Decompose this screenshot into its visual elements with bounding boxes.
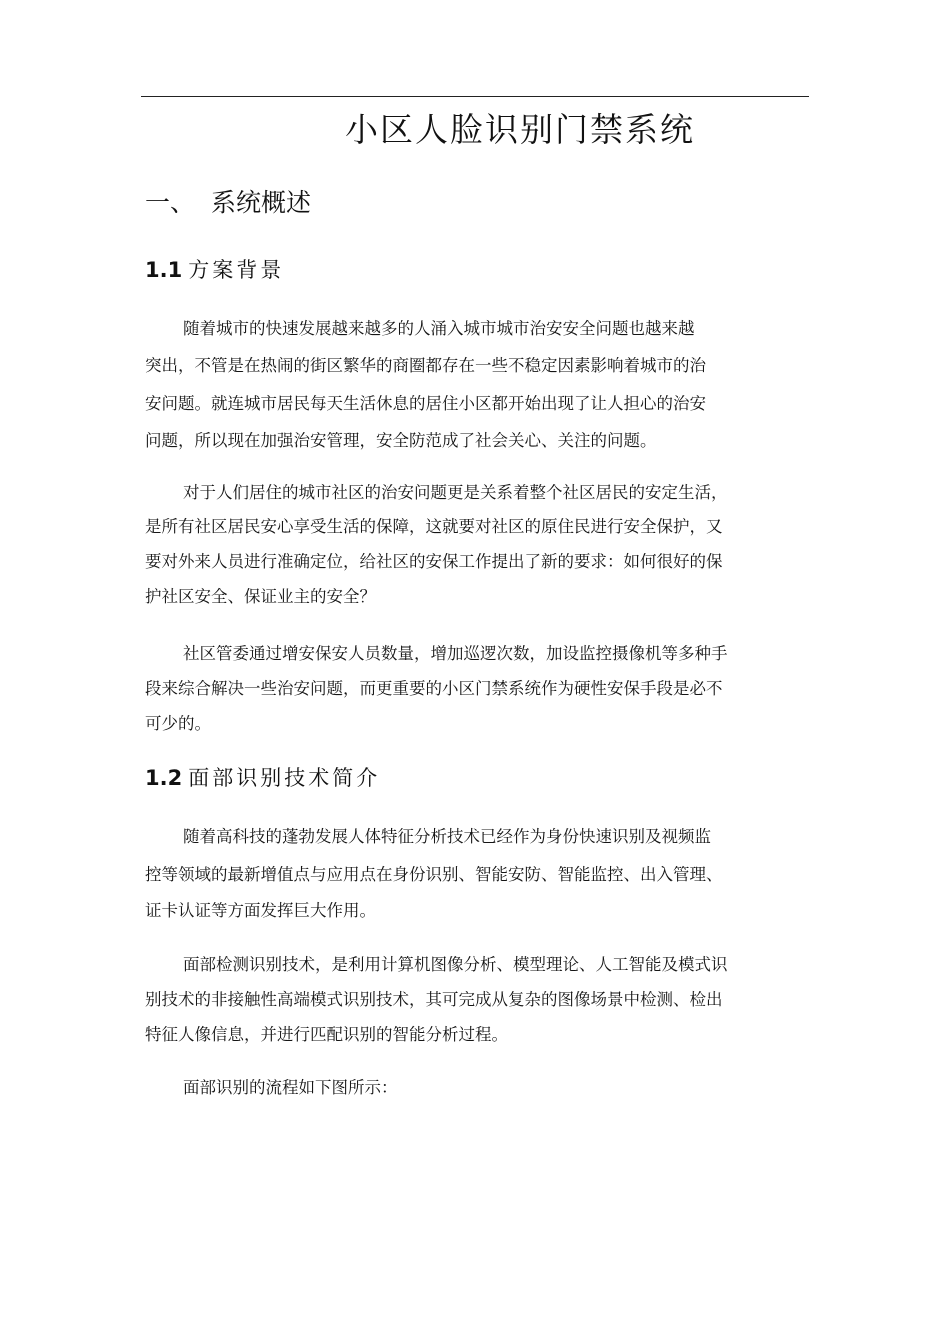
subsection-heading-background xyxy=(145,254,284,284)
paragraph-line: 面部检测识别技术，是利用计算机图像分析、模型理论、人工智能及模式识 xyxy=(183,955,728,974)
paragraph-line: 要对外来人员进行准确定位，给社区的安保工作提出了新的要求：如何很好的保 xyxy=(145,552,723,571)
paragraph-line: 特征人像信息，并进行匹配识别的智能分析过程。 xyxy=(145,1025,508,1044)
paragraph-line: 对于人们居住的城市社区的治安问题更是关系着整个社区居民的安定生活， xyxy=(183,483,728,502)
subsection-title: 面部识别技术简介 xyxy=(188,766,381,790)
document-title: 小区人脸识别门禁系统 xyxy=(345,110,695,149)
paragraph-line: 随着城市的快速发展越来越多的人涌入城市城市治安安全问题也越来越 xyxy=(183,319,695,338)
paragraph-line: 突出，不管是在热闹的街区繁华的商圈都存在一些不稳定因素影响着城市的治 xyxy=(145,356,706,375)
paragraph-line: 是所有社区居民安心享受生活的保障，这就要对社区的原住民进行安全保护，又 xyxy=(145,517,723,536)
paragraph-line: 别技术的非接触性高端模式识别技术，其可完成从复杂的图像场景中检测、检出 xyxy=(145,990,723,1009)
header-rule xyxy=(141,96,809,97)
paragraph-line: 面部识别的流程如下图所示： xyxy=(183,1078,398,1097)
section-number: 一、 xyxy=(145,188,196,217)
paragraph-line: 控等领域的最新增值点与应用点在身份识别、智能安防、智能监控、出入管理、 xyxy=(145,865,723,884)
paragraph-line: 问题，所以现在加强治安管理，安全防范成了社会关心、关注的问题。 xyxy=(145,431,657,450)
paragraph-line: 护社区安全、保证业主的安全？ xyxy=(145,587,376,606)
section-title: 系统概述 xyxy=(211,188,312,217)
section-heading-overview xyxy=(145,183,311,219)
paragraph-line: 社区管委通过增安保安人员数量，增加巡逻次数，加设监控摄像机等多种手 xyxy=(183,644,728,663)
paragraph-line: 证卡认证等方面发挥巨大作用。 xyxy=(145,901,376,920)
paragraph-line: 安问题。就连城市居民每天生活休息的居住小区都开始出现了让人担心的治安 xyxy=(145,394,706,413)
subsection-number: 1.1 xyxy=(145,258,183,282)
subsection-heading-face-recognition xyxy=(145,762,380,792)
subsection-number: 1.2 xyxy=(145,766,183,790)
paragraph-line: 段来综合解决一些治安问题，而更重要的小区门禁系统作为硬性安保手段是必不 xyxy=(145,679,723,698)
subsection-title: 方案背景 xyxy=(188,258,285,282)
paragraph-line: 随着高科技的蓬勃发展人体特征分析技术已经作为身份快速识别及视频监 xyxy=(183,827,711,846)
paragraph-line: 可少的。 xyxy=(145,714,211,733)
